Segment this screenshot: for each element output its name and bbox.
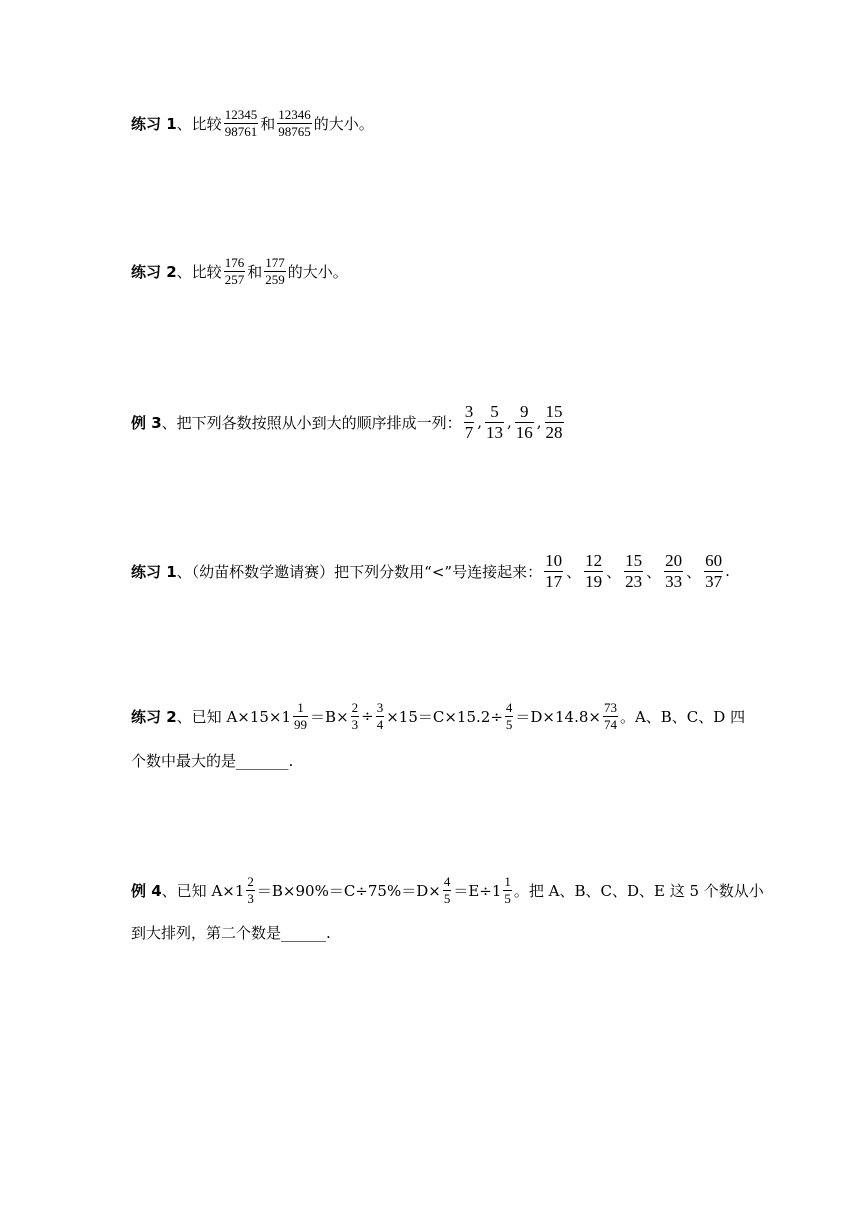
- example-label: 例 3: [131, 413, 162, 432]
- question-text: ＝B×90%＝C÷75%＝D×: [256, 881, 441, 900]
- fraction: [603, 701, 618, 731]
- question-text: 、把下列各数按照从小到大的顺序排成一列：: [161, 413, 462, 432]
- fraction: [264, 256, 286, 286]
- separator: 、: [686, 562, 702, 581]
- question-continuation: 到大排列，第二个数是______.: [131, 924, 331, 942]
- numerator: 12345: [224, 107, 258, 122]
- separator: 、: [566, 562, 582, 581]
- question-text: 、比较: [176, 114, 222, 133]
- numerator: 3: [464, 402, 474, 421]
- numerator: 15: [545, 402, 563, 421]
- denominator: 19: [585, 571, 603, 591]
- numerator: 3: [376, 700, 384, 715]
- question-text: 的大小。: [287, 262, 348, 281]
- denominator: 33: [665, 571, 683, 591]
- numerator: 12346: [278, 107, 311, 122]
- denominator: 98761: [224, 123, 258, 139]
- denominator: 5: [443, 890, 451, 906]
- question-text: 、比较: [176, 262, 222, 281]
- separator: ,: [506, 413, 512, 432]
- example-4-ordering: [131, 874, 764, 906]
- denominator: 3: [247, 890, 254, 906]
- denominator: 16: [515, 422, 533, 442]
- question-text: 、已知 A×1: [161, 881, 245, 900]
- fraction: [704, 552, 723, 591]
- denominator: 23: [625, 571, 643, 591]
- question-continuation: 个数中最大的是_______.: [131, 752, 294, 770]
- numerator: 60: [705, 551, 723, 570]
- numerator: 2: [351, 700, 359, 715]
- denominator: 99: [294, 716, 308, 732]
- fraction: [246, 875, 255, 905]
- fraction: [224, 108, 259, 138]
- numerator: 4: [443, 874, 451, 889]
- separator: ,: [477, 413, 482, 432]
- fraction: [464, 403, 475, 442]
- denominator: 28: [545, 422, 563, 442]
- fraction: [515, 403, 534, 442]
- question-text: ＝E÷1: [453, 881, 502, 900]
- exercise-label: 练习 1: [131, 114, 177, 133]
- fraction: [505, 701, 514, 731]
- question-text: 、（幼苗杯数学邀请赛）把下列分数用“<”号连接起来：: [176, 562, 543, 581]
- exercise-label: 练习 2: [131, 707, 177, 726]
- numerator: 15: [625, 551, 643, 570]
- numerator: 73: [603, 700, 617, 715]
- fraction: [485, 403, 504, 442]
- fraction: [443, 875, 452, 905]
- numerator: 177: [265, 255, 285, 270]
- question-text: ×15＝C×15.2÷: [386, 707, 503, 726]
- denominator: 98765: [278, 123, 311, 139]
- fraction: [277, 108, 312, 138]
- fraction: [545, 403, 564, 442]
- exercise-2-largest: [131, 701, 750, 731]
- exercise-1-compare: [131, 108, 750, 138]
- exercise-1-inequality: [131, 552, 750, 591]
- numerator: 1: [297, 700, 304, 715]
- fraction: [351, 701, 360, 731]
- numerator: 5: [490, 402, 499, 421]
- separator: ,: [536, 413, 542, 432]
- numerator: 20: [665, 551, 683, 570]
- numerator: 12: [585, 551, 603, 570]
- question-text: 和: [247, 262, 263, 281]
- exercise-label: 练习 1: [131, 562, 177, 581]
- denominator: 5: [504, 890, 511, 906]
- denominator: 37: [705, 571, 723, 591]
- numerator: 1: [504, 874, 511, 889]
- question-text: 、已知 A×15×1: [176, 707, 292, 726]
- denominator: 3: [351, 716, 359, 732]
- numerator: 2: [247, 874, 254, 889]
- fraction: [293, 701, 308, 731]
- numerator: 10: [545, 551, 563, 570]
- question-text: 和: [260, 114, 276, 133]
- question-text: ＝B×: [310, 707, 349, 726]
- numerator: 176: [224, 255, 245, 270]
- separator: 、: [646, 562, 662, 581]
- question-text: .: [725, 562, 730, 581]
- denominator: 17: [545, 571, 563, 591]
- question-text: ＝D×14.8×: [515, 707, 601, 726]
- denominator: 4: [376, 716, 384, 732]
- numerator: 9: [520, 402, 529, 421]
- question-text: 的大小。: [313, 114, 374, 133]
- fraction: [503, 875, 512, 905]
- denominator: 259: [265, 271, 285, 287]
- denominator: 257: [224, 271, 245, 287]
- question-text: ÷: [361, 707, 374, 726]
- example-3-order: [131, 403, 750, 442]
- denominator: 5: [505, 716, 513, 732]
- exercise-label: 练习 2: [131, 262, 177, 281]
- question-text: 。把 A、B、C、D、E 这 5 个数从小: [513, 881, 764, 900]
- fraction: [544, 552, 563, 591]
- denominator: 74: [603, 716, 617, 732]
- denominator: 13: [485, 422, 503, 442]
- exercise-2-compare: [131, 256, 750, 286]
- fraction: [376, 701, 385, 731]
- separator: 、: [606, 562, 622, 581]
- fraction: [584, 552, 603, 591]
- fraction: [664, 552, 683, 591]
- question-text: 。A、B、C、D 四: [619, 707, 746, 726]
- fraction: [624, 552, 643, 591]
- denominator: 7: [464, 422, 474, 442]
- fraction: [224, 256, 246, 286]
- numerator: 4: [505, 700, 513, 715]
- example-label: 例 4: [131, 881, 162, 900]
